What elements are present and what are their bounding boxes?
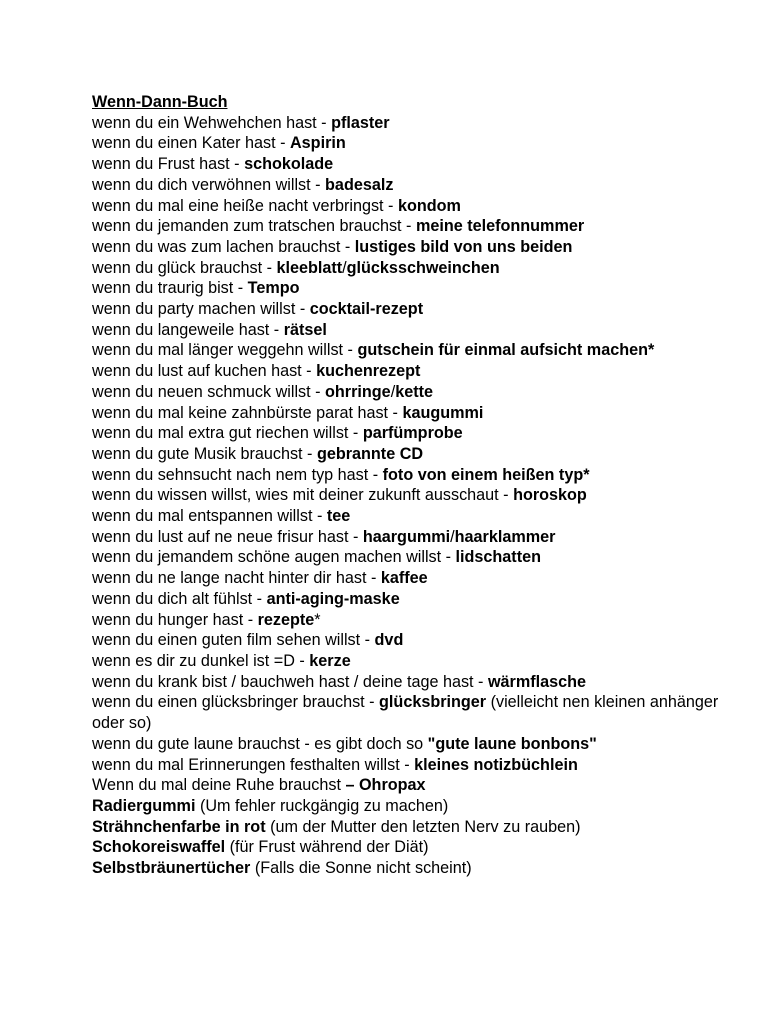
item-gift: kleines notizbüchlein [414, 755, 578, 774]
document-page [92, 92, 732, 879]
list-item [92, 734, 732, 755]
list-item [92, 133, 732, 154]
item-gift: glücksschweinchen [346, 258, 500, 277]
item-text: / [390, 382, 396, 401]
item-gift: anti-aging-maske [266, 589, 400, 608]
list-item [92, 651, 732, 672]
list-item [92, 175, 732, 196]
list-item [92, 154, 732, 175]
item-gift: rätsel [283, 320, 327, 339]
item-gift: parfümprobe [362, 424, 463, 443]
list-item [92, 672, 732, 693]
item-text: wenn du lust auf kuchen hast - [92, 362, 317, 381]
item-text: wenn du glück brauchst - [92, 258, 277, 277]
list-item [92, 196, 732, 217]
item-text: wenn du gute Musik brauchst - [92, 444, 317, 463]
item-text: * [314, 610, 321, 629]
item-gift: "gute laune bonbons" [427, 734, 597, 753]
list-item [92, 506, 732, 527]
list-item [92, 817, 732, 838]
item-text: wenn du jemandem schöne augen machen willst - [92, 548, 456, 567]
item-text: (Falls die Sonne nicht scheint) [250, 859, 472, 878]
list-item [92, 382, 732, 403]
item-gift: lustiges bild von uns beiden [354, 237, 573, 256]
item-gift: gebrannte CD [316, 444, 424, 463]
item-gift: cocktail-rezept [309, 300, 424, 319]
list-item [92, 340, 732, 361]
item-text: wenn du mal eine heiße nacht verbringst - [92, 196, 398, 215]
item-gift: – Ohropax [345, 776, 426, 795]
item-gift: kondom [397, 196, 461, 215]
item-text: wenn du einen guten film sehen willst - [92, 631, 375, 650]
item-gift: Schokoreiswaffel [92, 838, 226, 857]
item-gift: tee [326, 507, 351, 526]
list-item [92, 361, 732, 382]
item-text: (Um fehler ruckgängig zu machen) [195, 796, 449, 815]
list-item [92, 113, 732, 134]
list-item [92, 527, 732, 548]
list-item [92, 775, 732, 796]
item-gift: kleeblatt [276, 258, 343, 277]
item-text: wenn du ein Wehwehchen hast - [92, 113, 332, 132]
item-gift: Radiergummi [92, 796, 196, 815]
document-title: Wenn-Dann-Buch [92, 93, 228, 111]
item-gift: glücksbringer [379, 693, 487, 712]
item-gift: Tempo [247, 279, 300, 298]
item-gift: kuchenrezept [316, 362, 421, 381]
item-gift: haargummi [362, 527, 451, 546]
item-gift: pflaster [331, 113, 390, 132]
item-gift: kaugummi [402, 403, 484, 422]
item-text: wenn du mal länger weggehn willst - [92, 341, 358, 360]
item-gift: kerze [309, 651, 351, 670]
item-text: wenn du mal Erinnerungen festhalten willst - [92, 755, 415, 774]
item-gift: foto von einem heißen typ* [382, 465, 590, 484]
item-text: wenn du mal keine zahnbürste parat hast - [92, 403, 403, 422]
list-item [92, 320, 732, 341]
list-item [92, 237, 732, 258]
item-text: wenn du neuen schmuck willst - [92, 382, 326, 401]
item-gift: rezepte [257, 610, 315, 629]
list-item [92, 589, 732, 610]
item-gift: schokolade [244, 155, 334, 174]
item-gift: kaffee [380, 569, 428, 588]
item-text: wenn du krank bist / bauchweh hast / deine tage hast - [92, 672, 488, 691]
item-gift: gutschein für einmal aufsicht machen* [357, 341, 655, 360]
list-item [92, 403, 732, 424]
item-gift: lidschatten [455, 548, 541, 567]
item-gift: meine telefonnummer [415, 217, 585, 236]
item-text: (für Frust während der Diät) [225, 838, 429, 857]
item-text: Wenn du mal deine Ruhe brauchst [92, 776, 346, 795]
item-text: wenn du traurig bist - [92, 279, 248, 298]
item-gift: Aspirin [289, 134, 346, 153]
list-item [92, 216, 732, 237]
item-gift: horoskop [513, 486, 587, 505]
list-item [92, 299, 732, 320]
list-item [92, 610, 732, 631]
item-text: / [342, 258, 347, 277]
item-text: wenn du jemanden zum tratschen brauchst - [92, 217, 416, 236]
item-text: (vielleicht nen kleinen anhänger oder so) [92, 693, 719, 733]
list-item [92, 258, 732, 279]
item-text: wenn du langeweile hast - [92, 320, 284, 339]
item-gift: ohrringe [325, 382, 391, 401]
item-gift: wärmflasche [487, 672, 587, 691]
list-item [92, 755, 732, 776]
list-item [92, 465, 732, 486]
item-gift: haarklammer [454, 527, 556, 546]
item-text: wenn du Frust hast - [92, 155, 245, 174]
item-gift: badesalz [325, 175, 394, 194]
list-item [92, 444, 732, 465]
item-gift: dvd [374, 631, 404, 650]
item-gift: Strähnchenfarbe in rot [92, 817, 266, 836]
list-item [92, 278, 732, 299]
item-text: wenn du mal entspannen willst - [92, 507, 327, 526]
list-item [92, 796, 732, 817]
list-item [92, 692, 732, 733]
item-text: wenn du gute laune brauchst - es gibt doch so [92, 734, 428, 753]
item-gift: kette [395, 382, 433, 401]
item-text: wenn du sehnsucht nach nem typ hast - [92, 465, 383, 484]
list-item [92, 858, 732, 879]
item-text: wenn du wissen willst, wies mit deiner zukunft ausschaut - [92, 486, 514, 505]
item-text: wenn du hunger hast - [92, 610, 258, 629]
item-text: wenn du ne lange nacht hinter dir hast - [92, 569, 381, 588]
item-text: wenn es dir zu dunkel ist =D - [92, 651, 310, 670]
item-text: wenn du mal extra gut riechen willst - [92, 424, 363, 443]
item-text: wenn du einen glücksbringer brauchst - [92, 693, 380, 712]
item-text: wenn du was zum lachen brauchst - [92, 237, 355, 256]
list-item [92, 485, 732, 506]
item-text: wenn du einen Kater hast - [92, 134, 290, 153]
entry-list [92, 113, 732, 879]
list-item [92, 423, 732, 444]
list-item [92, 568, 732, 589]
item-text: wenn du dich alt fühlst - [92, 589, 267, 608]
item-gift: Selbstbräunertücher [92, 859, 251, 878]
item-text: wenn du lust auf ne neue frisur hast - [92, 527, 363, 546]
item-text: (um der Mutter den letzten Nerv zu rauben) [265, 817, 581, 836]
list-item [92, 630, 732, 651]
list-item [92, 547, 732, 568]
list-item [92, 837, 732, 858]
item-text: wenn du party machen willst - [92, 300, 310, 319]
item-text: wenn du dich verwöhnen willst - [92, 175, 326, 194]
item-text: / [450, 527, 455, 546]
